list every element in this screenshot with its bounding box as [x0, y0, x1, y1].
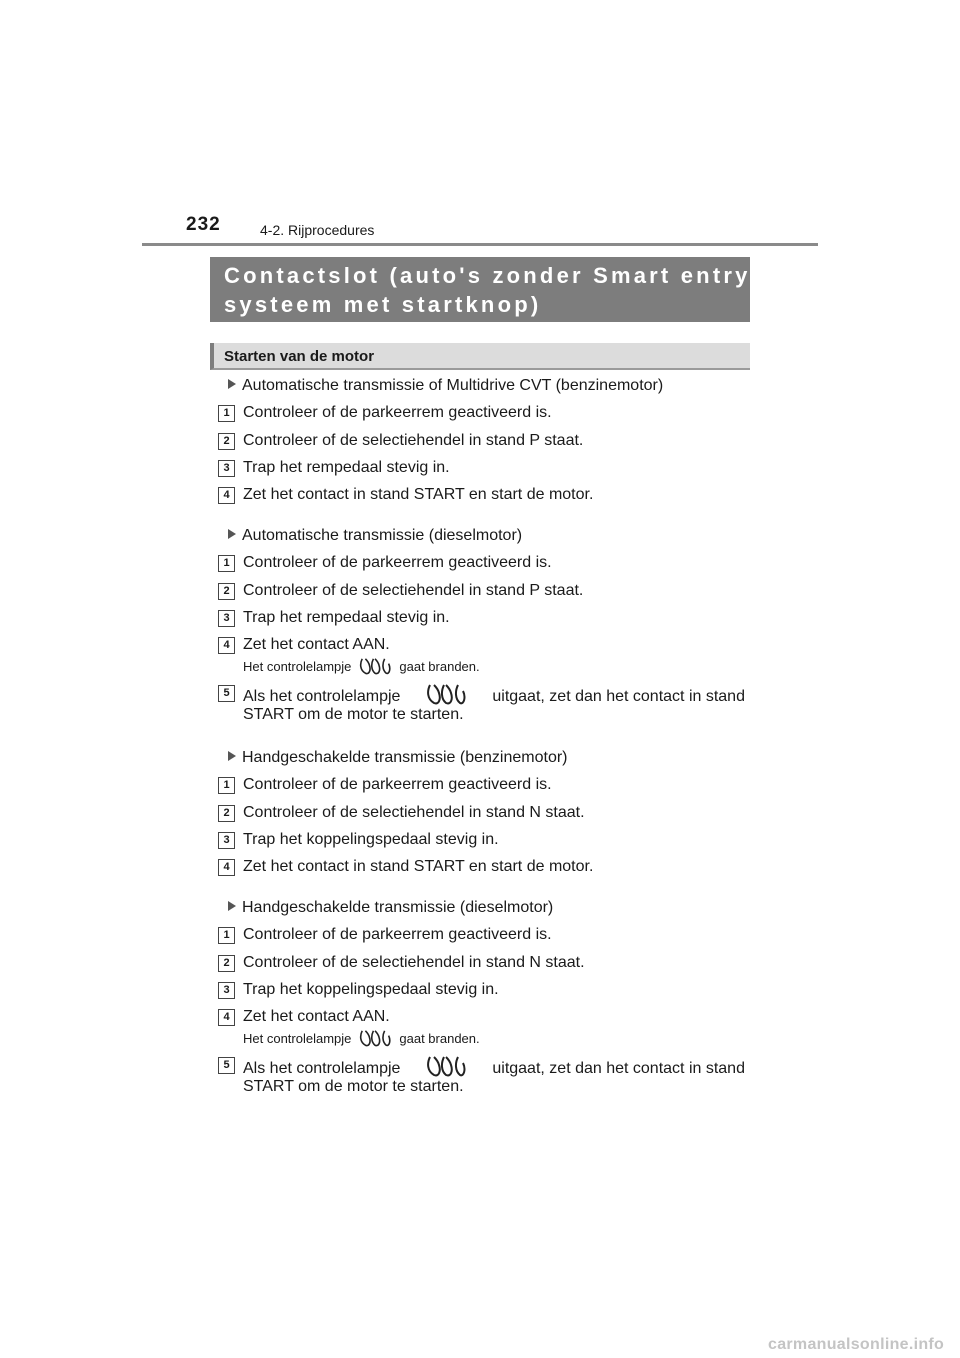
step-number: 2	[218, 955, 235, 972]
step-text: Controleer of de selectiehendel in stand P staat.	[243, 581, 584, 599]
step-text-continuation: START om de motor te starten.	[243, 706, 464, 724]
step-note-text: gaat branden.	[399, 1031, 480, 1047]
step-number: 4	[218, 637, 235, 654]
step-text: Controleer of de parkeerrem geactiveerd is.	[243, 554, 552, 572]
step-number: 1	[218, 405, 235, 422]
step-text: Controleer of de parkeerrem geactiveerd is.	[243, 404, 552, 422]
step-note	[243, 1029, 480, 1052]
running-head: 4-2. Rijprocedures	[260, 222, 375, 238]
procedure-heading-text: Automatische transmissie (dieselmotor)	[242, 527, 523, 544]
step-number: 3	[218, 610, 235, 627]
procedure-heading	[228, 898, 553, 918]
step-text: Controleer of de selectiehendel in stand N staat.	[243, 803, 585, 821]
step-text: Zet het contact in stand START en start de motor.	[243, 858, 594, 876]
step-text: Trap het koppelingspedaal stevig in.	[243, 830, 499, 848]
step-text: Trap het rempedaal stevig in.	[243, 608, 450, 626]
procedure-heading	[228, 376, 663, 396]
step-text-part: Als het controlelampje	[243, 1060, 401, 1078]
procedure-heading-text: Automatische transmissie of Multidrive CVT (benzinemotor)	[242, 377, 664, 394]
step-number: 4	[218, 859, 235, 876]
bullet-triangle-icon	[228, 901, 236, 911]
step-text: Trap het koppelingspedaal stevig in.	[243, 980, 499, 998]
step-text-part: uitgaat, zet dan het contact in stand	[492, 688, 745, 706]
step-text: Zet het contact AAN.	[243, 636, 390, 654]
step-text: Zet het contact in stand START en start de motor.	[243, 486, 594, 504]
bullet-triangle-icon	[228, 529, 236, 539]
step-text: Zet het contact AAN.	[243, 1008, 390, 1026]
header-rule	[142, 243, 818, 246]
step-note	[243, 657, 480, 680]
step-number: 2	[218, 805, 235, 822]
step-note-text: Het controlelampje	[243, 659, 352, 675]
page-number: 232	[186, 214, 221, 235]
step-text: Trap het rempedaal stevig in.	[243, 458, 450, 476]
procedure-heading	[228, 748, 568, 768]
step-text: Controleer of de parkeerrem geactiveerd is.	[243, 926, 552, 944]
step-number: 4	[218, 1009, 235, 1026]
step-number: 1	[218, 555, 235, 572]
procedure-heading-text: Handgeschakelde transmissie (benzinemotor)	[242, 749, 568, 766]
step-text: Controleer of de parkeerrem geactiveerd is.	[243, 776, 552, 794]
watermark: carmanualsonline.info	[768, 1336, 945, 1353]
step-number: 3	[218, 982, 235, 999]
procedure-heading-text: Handgeschakelde transmissie (dieselmotor)	[242, 899, 554, 916]
procedure-heading	[228, 526, 522, 546]
step-number: 1	[218, 927, 235, 944]
step-number: 4	[218, 487, 235, 504]
step-note-text: Het controlelampje	[243, 1031, 352, 1047]
step-number: 3	[218, 832, 235, 849]
section-title-line-1: Contactslot (auto's zonder Smart entry-	[224, 263, 762, 288]
step-text-continuation: START om de motor te starten.	[243, 1078, 464, 1096]
step-number: 1	[218, 777, 235, 794]
subsection-heading: Starten van de motor	[210, 343, 750, 370]
step-number: 5	[218, 1057, 235, 1074]
step-note-text: gaat branden.	[399, 659, 480, 675]
step-number: 2	[218, 433, 235, 450]
step-text: Controleer of de selectiehendel in stand N staat.	[243, 953, 585, 971]
step-text: Controleer of de selectiehendel in stand P staat.	[243, 431, 584, 449]
step-text-part: Als het controlelampje	[243, 688, 401, 706]
bullet-triangle-icon	[228, 751, 236, 761]
step-text-part: uitgaat, zet dan het contact in stand	[492, 1060, 745, 1078]
glow-plug-indicator-icon	[359, 657, 391, 680]
section-title-box	[210, 257, 762, 322]
step-number: 2	[218, 583, 235, 600]
bullet-triangle-icon	[228, 379, 236, 389]
glow-plug-indicator-icon	[359, 1029, 391, 1052]
step-number: 5	[218, 685, 235, 702]
step-number: 3	[218, 460, 235, 477]
section-title-line-2: systeem met startknop)	[224, 292, 542, 317]
